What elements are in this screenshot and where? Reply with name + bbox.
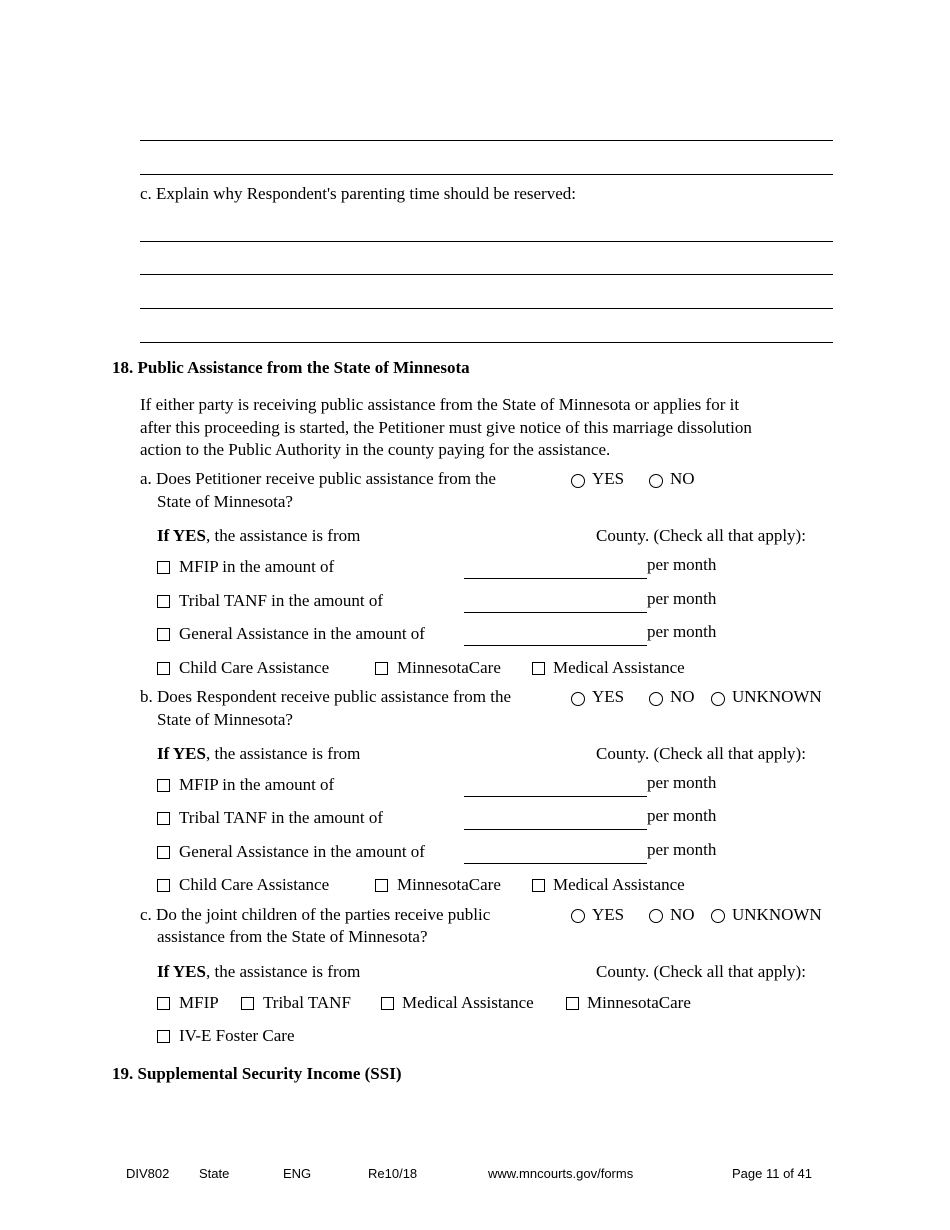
answer-line[interactable] bbox=[140, 140, 833, 141]
petitioner-mfip-label: MFIP in the amount of bbox=[179, 557, 335, 576]
respondent-mfip-checkbox[interactable] bbox=[157, 779, 170, 792]
footer-language: ENG bbox=[283, 1166, 312, 1181]
respondent-tribal-tanf-label: Tribal TANF in the amount of bbox=[179, 808, 384, 827]
respondent-yes-label: YES bbox=[592, 687, 625, 706]
per-month-label: per month bbox=[647, 773, 717, 792]
footer-url[interactable]: www.mncourts.gov/forms bbox=[488, 1166, 634, 1181]
per-month-label: per month bbox=[647, 589, 717, 608]
question-c-line1: c. Do the joint children of the parties receive public bbox=[140, 905, 491, 924]
petitioner-tribal-tanf-label: Tribal TANF in the amount of bbox=[179, 591, 384, 610]
footer-page-number: Page 11 of 41 bbox=[732, 1166, 812, 1181]
petitioner-medical-assistance-checkbox[interactable] bbox=[532, 662, 545, 675]
petitioner-tribal-tanf-amount-field[interactable] bbox=[464, 612, 647, 613]
petitioner-county-text: County. (Check all that apply): bbox=[596, 526, 806, 545]
petitioner-child-care-checkbox[interactable] bbox=[157, 662, 170, 675]
respondent-county-text: County. (Check all that apply): bbox=[596, 744, 806, 763]
children-foster-care-label: IV-E Foster Care bbox=[179, 1026, 295, 1045]
children-mfip-checkbox[interactable] bbox=[157, 997, 170, 1010]
footer-jurisdiction: State bbox=[199, 1166, 230, 1181]
petitioner-general-assistance-amount-field[interactable] bbox=[464, 645, 647, 646]
children-yes-label: YES bbox=[592, 905, 625, 924]
petitioner-tribal-tanf-checkbox[interactable] bbox=[157, 595, 170, 608]
respondent-no-radio[interactable] bbox=[649, 692, 663, 706]
children-unknown-radio[interactable] bbox=[711, 909, 725, 923]
per-month-label: per month bbox=[647, 840, 717, 859]
answer-line[interactable] bbox=[140, 342, 833, 343]
respondent-tribal-tanf-checkbox[interactable] bbox=[157, 812, 170, 825]
petitioner-general-assistance-checkbox[interactable] bbox=[157, 628, 170, 641]
question-c-line2: assistance from the State of Minnesota? bbox=[157, 927, 428, 946]
children-medical-assistance-checkbox[interactable] bbox=[381, 997, 394, 1010]
children-minnesotacare-checkbox[interactable] bbox=[566, 997, 579, 1010]
children-if-yes-text bbox=[157, 961, 360, 983]
question-a-line1: a. Does Petitioner receive public assistance from the bbox=[140, 469, 496, 488]
petitioner-minnesotacare-label: MinnesotaCare bbox=[397, 658, 501, 677]
respondent-general-assistance-label: General Assistance in the amount of bbox=[179, 842, 425, 861]
respondent-tribal-tanf-amount-field[interactable] bbox=[464, 829, 647, 830]
question-b-line2: State of Minnesota? bbox=[157, 710, 293, 729]
answer-line[interactable] bbox=[140, 308, 833, 309]
intro-line-2: after this proceeding is started, the Petitioner must give notice of this marriage dissolution bbox=[140, 418, 752, 437]
respondent-child-care-label: Child Care Assistance bbox=[179, 875, 330, 894]
if-yes-bold: If YES bbox=[157, 744, 206, 763]
respondent-unknown-label: UNKNOWN bbox=[732, 687, 822, 706]
children-minnesotacare-label: MinnesotaCare bbox=[587, 993, 691, 1012]
per-month-label: per month bbox=[647, 555, 717, 574]
respondent-general-assistance-checkbox[interactable] bbox=[157, 846, 170, 859]
respondent-no-label: NO bbox=[670, 687, 695, 706]
petitioner-minnesotacare-checkbox[interactable] bbox=[375, 662, 388, 675]
if-yes-rest: , the assistance is from bbox=[205, 744, 361, 763]
answer-line[interactable] bbox=[140, 274, 833, 275]
respondent-if-yes-text bbox=[157, 743, 360, 765]
section-19-heading: 19. Supplemental Security Income (SSI) bbox=[112, 1064, 402, 1083]
children-mfip-label: MFIP bbox=[179, 993, 219, 1012]
children-no-label: NO bbox=[670, 905, 695, 924]
petitioner-no-label: NO bbox=[670, 469, 695, 488]
respondent-general-assistance-amount-field[interactable] bbox=[464, 863, 647, 864]
children-foster-care-checkbox[interactable] bbox=[157, 1030, 170, 1043]
petitioner-yes-label: YES bbox=[592, 469, 625, 488]
intro-line-1: If either party is receiving public assistance from the State of Minnesota or applies for it bbox=[140, 395, 740, 414]
section-18-heading: 18. Public Assistance from the State of Minnesota bbox=[112, 358, 470, 377]
children-tribal-tanf-checkbox[interactable] bbox=[241, 997, 254, 1010]
petitioner-general-assistance-label: General Assistance in the amount of bbox=[179, 624, 425, 643]
footer-form-id: DIV802 bbox=[126, 1166, 170, 1181]
children-county-text: County. (Check all that apply): bbox=[596, 962, 806, 981]
if-yes-bold: If YES bbox=[157, 962, 206, 981]
answer-line[interactable] bbox=[140, 174, 833, 175]
children-medical-assistance-label: Medical Assistance bbox=[402, 993, 534, 1012]
respondent-medical-assistance-label: Medical Assistance bbox=[553, 875, 685, 894]
answer-line[interactable] bbox=[140, 241, 833, 242]
reserved-parenting-time-label: c. Explain why Respondent's parenting time should be reserved: bbox=[140, 184, 576, 203]
if-yes-rest: , the assistance is from bbox=[205, 526, 361, 545]
children-no-radio[interactable] bbox=[649, 909, 663, 923]
children-unknown-label: UNKNOWN bbox=[732, 905, 822, 924]
if-yes-bold: If YES bbox=[157, 526, 206, 545]
petitioner-if-yes-text bbox=[157, 525, 360, 547]
respondent-yes-radio[interactable] bbox=[571, 692, 585, 706]
question-b-line1: b. Does Respondent receive public assistance from the bbox=[140, 687, 512, 706]
petitioner-no-radio[interactable] bbox=[649, 474, 663, 488]
petitioner-medical-assistance-label: Medical Assistance bbox=[553, 658, 685, 677]
respondent-minnesotacare-label: MinnesotaCare bbox=[397, 875, 501, 894]
petitioner-mfip-amount-field[interactable] bbox=[464, 578, 647, 579]
children-yes-radio[interactable] bbox=[571, 909, 585, 923]
children-tribal-tanf-label: Tribal TANF bbox=[263, 993, 351, 1012]
per-month-label: per month bbox=[647, 806, 717, 825]
intro-line-3: action to the Public Authority in the county paying for the assistance. bbox=[140, 440, 611, 459]
footer-revision: Re10/18 bbox=[368, 1166, 418, 1181]
if-yes-rest: , the assistance is from bbox=[205, 962, 361, 981]
question-a-line2: State of Minnesota? bbox=[157, 492, 293, 511]
per-month-label: per month bbox=[647, 622, 717, 641]
petitioner-child-care-label: Child Care Assistance bbox=[179, 658, 330, 677]
respondent-child-care-checkbox[interactable] bbox=[157, 879, 170, 892]
petitioner-yes-radio[interactable] bbox=[571, 474, 585, 488]
petitioner-mfip-checkbox[interactable] bbox=[157, 561, 170, 574]
respondent-minnesotacare-checkbox[interactable] bbox=[375, 879, 388, 892]
respondent-medical-assistance-checkbox[interactable] bbox=[532, 879, 545, 892]
respondent-mfip-amount-field[interactable] bbox=[464, 796, 647, 797]
respondent-unknown-radio[interactable] bbox=[711, 692, 725, 706]
respondent-mfip-label: MFIP in the amount of bbox=[179, 775, 335, 794]
